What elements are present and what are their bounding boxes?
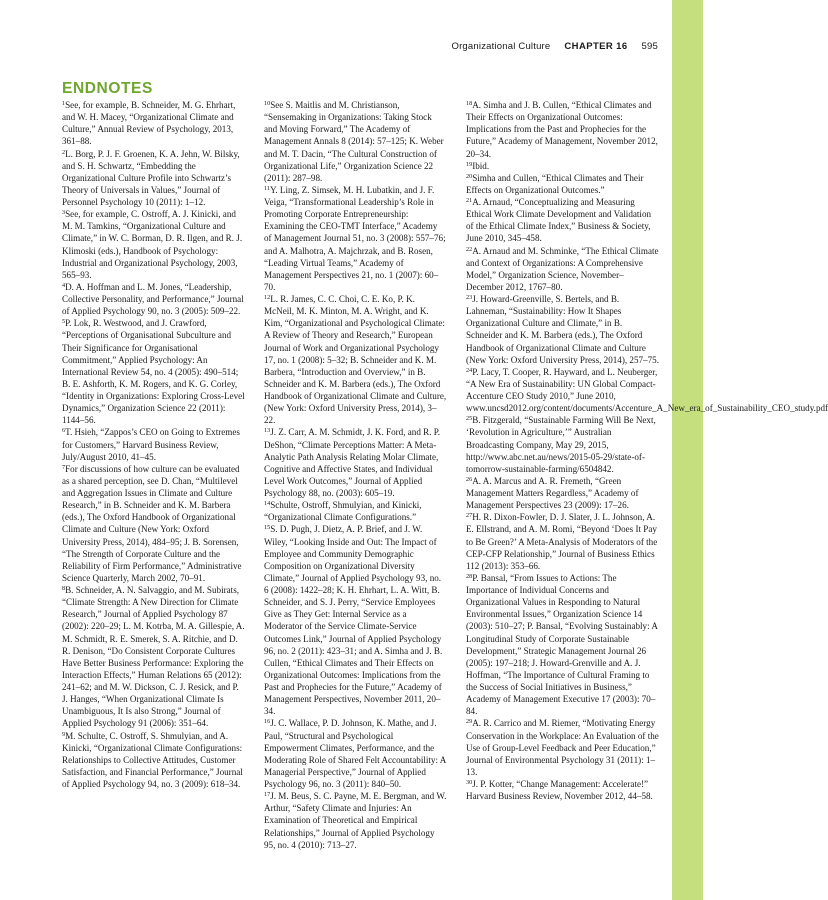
endnote-number: 9 — [62, 730, 66, 738]
endnote — [264, 499, 447, 523]
endnote-number: 17 — [264, 791, 271, 799]
endnotes-columns — [62, 99, 828, 851]
endnote — [466, 475, 660, 511]
endnote-text: Y. Ling, Z. Simsek, M. H. Lubatkin, and J. F. Veiga, “Transformational Leadership’s Role in Promoting Corporate Entrepreneurship: Examining the CEO-TMT Interface,” Academy of Management Journal 51, no. 3 (2008): 557–76; and A. Malhotra, A. Majchrzak, and B. Rosen, “Leading Virtual Teams,” Academy of Management Perspectives 21, no. 1 (2007): 60–70. — [264, 184, 446, 292]
endnote-number: 27 — [466, 512, 473, 520]
chapter-side-tab — [672, 0, 703, 900]
endnote-number: 8 — [62, 585, 66, 592]
running-head-chapter: CHAPTER 16 — [564, 41, 628, 52]
endnote-text: D. A. Hoffman and L. M. Jones, “Leadership, Collective Personality, and Performance,” Journal of Applied Psychology 90, no. 3 (2005): 509–22. — [62, 281, 244, 317]
endnote-text: L. Borg, P. J. F. Groenen, K. A. Jehn, W. Bilsky, and S. H. Schwartz, “Embedding the Organizational Culture Profile into Schwartz’s Theory of Universals in Values,” Journal of Personnel Psychology 10 (2011): 1–12. — [62, 148, 240, 207]
endnotes-column-3 — [466, 99, 828, 851]
endnote — [466, 717, 660, 778]
endnote-text: J. C. Wallace, P. D. Johnson, K. Mathe, and J. Paul, “Structural and Psychological Empowerment Climates, Performance, and the Moderating Role of Shared Felt Accountability: A Managerial Perspective,” Journal of Applied Psychology 96, no. 3 (2011): 840–50. — [264, 718, 446, 789]
endnote-text: P. Bansal, “From Issues to Actions: The Importance of Individual Concerns and Organizational Values in Responding to Natural Environmental Issues,” Organization Science 14 (2003): 510–27; P. Bansal, “Evolving Sustainably: A Longitudinal Study of Corporate Sustainable Development,” Strategic Management Journal 26 (2005): 197–218; J. Howard-Grenville and A. J. Hoffman, “The Importance of Cultural Framing to the Success of Social Initiatives in Business,” Academy of Management Executive 17 (2003): 70–84. — [466, 572, 658, 717]
endnote-number: 25 — [466, 415, 473, 423]
endnote-number: 6 — [62, 427, 66, 435]
endnote-text: P. Lacy, T. Cooper, R. Hayward, and L. Neuberger, “A New Era of Sustainability: UN Global Compact-Accenture CEO Study 2010,” June 2010, www.uncsd2012.org/content/documents/Accenture_A_New_era_of_Sustainability_CEO_study.pdf — [466, 366, 828, 414]
endnote-text: J. Howard-Greenville, S. Bertels, and B. Lahneman, “Sustainability: How It Shapes Organizational Culture and Climate,” in B. Schneider and K. M. Barbera (eds.), The Oxford Handbook of Organizational Climate and Culture (New York: Oxford University Press, 2014), 257–75. — [466, 294, 659, 365]
endnote — [466, 778, 660, 802]
endnote-text: L. R. James, C. C. Choi, C. E. Ko, P. K. McNeil, M. K. Minton, M. A. Wright, and K. Kim, “Organizational and Psychological Climate: A Review of Theory and Research,” European Journal of Work and Organizational Psychology 17, no. 1 (2008): 5–32; B. Schneider and K. M. Barbera, “Introduction and Overview,” in B. Schneider and K. M. Barbera (eds.), The Oxford Handbook of Organizational Climate and Culture, (New York: Oxford University Press, 2014), 3–22. — [264, 294, 447, 426]
endnote-number: 11 — [264, 184, 270, 192]
endnote-text: A. A. Marcus and A. R. Fremeth, “Green Management Matters Regardless,” Academy of Management Perspectives 23 (2009): 17–26. — [466, 475, 639, 511]
endnote-number: 10 — [264, 100, 271, 107]
endnote — [62, 99, 245, 148]
endnote-number: 29 — [466, 718, 473, 726]
endnote-number: 28 — [466, 572, 473, 580]
endnote-number: 1 — [62, 100, 66, 107]
endnote-text: A. Arnaud and M. Schminke, “The Ethical Climate and Context of Organizations: A Comprehensive Model,” Organization Science, November–December 2012, 1767–80. — [466, 245, 659, 292]
endnote-text: H. R. Dixon-Fowler, D. J. Slater, J. L. Johnson, A. E. Ellstrand, and A. M. Romi, “Beyond ‘Does It Pay to Be Green?’ A Meta-Analysis of Moderators of the CEP-CFP Relationship,” Journal of Business Ethics 112 (2013): 353–66. — [466, 512, 658, 571]
endnote — [62, 317, 245, 426]
endnote-number: 14 — [264, 500, 271, 508]
endnote — [62, 208, 245, 281]
endnote-text: A. Arnaud, “Conceptualizing and Measuring Ethical Work Climate Development and Validation of the Ethical Climate Index,” Business & Society, June 2010, 345–458. — [466, 197, 652, 244]
endnote — [466, 196, 660, 245]
endnote — [62, 281, 245, 317]
endnote-text: Ibid. — [472, 160, 490, 171]
endnote-number: 18 — [466, 100, 473, 107]
endnote-number: 22 — [466, 245, 473, 253]
endnote-text: J. Z. Carr, A. M. Schmidt, J. K. Ford, and R. P. DeShon, “Climate Perceptions Matter: A Meta-Analytic Path Analysis Relating Molar Climate, Cognitive and Affective States, and Individual Level Work Outcomes,” Journal of Applied Psychology 88, no. (2003): 605–19. — [264, 427, 441, 498]
endnote — [466, 172, 660, 196]
endnote-text: T. Hsieh, “Zappos’s CEO on Going to Extremes for Customers,” Harvard Business Review, July/August 2010, 41–45. — [62, 427, 240, 462]
endnote-text: B. Fitzgerald, “Sustainable Farming Will Be Next, ‘Revolution in Agriculture,’” Australian Broadcasting Company, May 29, 2015, http://www.abc.net.au/news/2015-05-29/state-of-tomorrow-sustainable-farming/6504842. — [466, 415, 656, 474]
endnote — [466, 99, 660, 160]
endnote — [466, 293, 660, 366]
endnote-number: 19 — [466, 160, 473, 168]
endnotes-column-2 — [264, 99, 447, 851]
endnote-text: See, for example, C. Ostroff, A. J. Kinicki, and M. M. Tamkins, “Organizational Culture and Climate,” in W. C. Borman, D. R. Ilgen, and R. J. Klimoski (eds.), Handbook of Psychology: Industrial and Organizational Psychology, 2003, 565–93. — [62, 209, 243, 280]
endnote-text: S. D. Pugh, J. Dietz, A. P. Brief, and J. W. Wiley, “Looking Inside and Out: The Impact of Employee and Community Demographic Composition on Organizational Diversity Climate,” Journal of Applied Psychology 93, no. 6 (2008): 1422–28; K. H. Ehrhart, L. A. Witt, B. Schneider, and S. J. Perry, “Service Employees Give as They Get: Internal Service as a Moderator of the Service Climate-Service Outcomes Link,” Journal of Applied Psychology 96, no. 2 (2011): 423–31; and A. Simha and J. B. Cullen, “Ethical Climates and Their Effects on Organizational Outcomes: Implications from the Past and Prophecies for the Future,” Academy of Management Perspectives, November 2011, 20–34. — [264, 524, 443, 717]
endnote — [466, 511, 660, 572]
endnote-number: 23 — [466, 294, 473, 301]
endnote-number: 30 — [466, 779, 473, 786]
endnote-text: For discussions of how culture can be evaluated as a shared perception, see D. Chan, “Multilevel and Aggregation Issues in Climate and Culture Research,” in B. Schneider and K. M. Barbera (eds.), The Oxford Handbook of Organizational Climate and Culture (New York: Oxford University Press, 2014), 484–95; J. B. Sorensen, “The Strength of Corporate Culture and the Reliability of Firm Performance,” Administrative Science Quarterly, March 2002, 70–91. — [62, 463, 242, 583]
endnote-number: 21 — [466, 197, 473, 204]
endnote-number: 7 — [62, 463, 66, 471]
endnote-number: 3 — [62, 209, 66, 217]
endnote — [62, 463, 245, 584]
endnote-text: P. Lok, R. Westwood, and J. Crawford, “Perceptions of Organisational Subculture and Their Significance for Organisational Commitment,” Applied Psychology: An International Review 54, no. 4 (2005): 490–514; B. E. Ashforth, K. M. Rogers, and K. G. Corley, “Identity in Organizations: Exploring Cross-Level Dynamics,” Organization Science 22 (2011): 1144–56. — [62, 318, 245, 426]
endnote-number: 16 — [264, 718, 271, 726]
endnote-text: See S. Maitlis and M. Christianson, “Sensemaking in Organizations: Taking Stock and Moving Forward,” The Academy of Management Annals 8 (2014): 57–125; K. Weber and M. T. Dacin, “The Cultural Construction of Organizational Life,” Organization Science 22 (2011): 287–98. — [264, 100, 444, 183]
endnote-text: Schulte, Ostroff, Shmulyian, and Kinicki, “Organizational Climate Configurations.” — [264, 500, 422, 523]
endnote — [466, 366, 828, 415]
endnote — [466, 245, 660, 294]
endnote — [466, 572, 660, 718]
endnote — [264, 293, 447, 426]
endnote-number: 20 — [466, 172, 473, 180]
endnotes-column-1 — [62, 99, 245, 851]
page-number: 595 — [641, 41, 658, 52]
endnote — [264, 99, 447, 184]
endnote — [264, 717, 447, 790]
endnote-number: 24 — [466, 366, 473, 374]
endnote-text: A. R. Carrico and M. Riemer, “Motivating Energy Conservation in the Workplace: An Evaluation of the Use of Group-Level Feedback and Peer Education,” Journal of Environmental Psychology 31 (2011): 1–13. — [466, 718, 659, 777]
endnote — [62, 426, 245, 462]
endnote — [264, 184, 447, 293]
endnote — [62, 730, 245, 791]
endnote-number: 2 — [62, 148, 66, 156]
endnote — [264, 790, 447, 851]
endnote — [264, 426, 447, 499]
endnote — [466, 160, 660, 172]
endnote-text: See, for example, B. Schneider, M. G. Ehrhart, and W. H. Macey, “Organizational Climate and Culture,” Annual Review of Psychology, 2013, 361–88. — [62, 100, 236, 147]
endnote-text: Simha and Cullen, “Ethical Climates and Their Effects on Organizational Outcomes.” — [466, 172, 644, 195]
running-head-title: Organizational Culture — [451, 41, 551, 52]
running-head — [451, 41, 658, 52]
endnote-number: 13 — [264, 427, 271, 435]
endnote — [62, 584, 245, 730]
endnote-number: 15 — [264, 524, 271, 532]
endnote-text: A. Simha and J. B. Cullen, “Ethical Climates and Their Effects on Organizational Outcomes: Implications from the Past and Prophecies for the Future,” Academy of Management, November 2012, 20–34. — [466, 100, 658, 159]
endnote-text: B. Schneider, A. N. Salvaggio, and M. Subirats, “Climate Strength: A New Direction for Climate Research,” Journal of Applied Psychology 87 (2002): 220–29; L. M. Kotrba, M. A. Gillespie, A. M. Schmidt, R. E. Smerek, S. A. Ritchie, and D. R. Denison, “Do Consistent Corporate Cultures Have Better Business Performance: Exploring the Interaction Effects,” Human Relations 65 (2012): 241–62; and M. W. Dickson, C. J. Resick, and P. J. Hanges, “When Organizational Climate Is Unambiguous, It Is also Strong,” Journal of Applied Psychology 91 (2006): 351–64. — [62, 585, 245, 729]
endnote-number: 12 — [264, 294, 271, 301]
endnote — [264, 523, 447, 717]
endnote — [466, 414, 660, 475]
endnotes-heading: ENDNOTES — [62, 80, 153, 97]
endnote-number: 4 — [62, 281, 66, 289]
endnote-text: M. Schulte, C. Ostroff, S. Shmulyian, and A. Kinicki, “Organizational Climate Configurations: Relationships to Collective Attitudes, Customer Satisfaction, and Financial Performance,” Journal of Applied Psychology 94, no. 3 (2009): 618–34. — [62, 730, 243, 789]
endnote-text: J. M. Beus, S. C. Payne, M. E. Bergman, and W. Arthur, “Safety Climate and Injuries: An Examination of Theoretical and Empirical Relationships,” Journal of Applied Psychology 95, no. 4 (2010): 713–27. — [264, 791, 447, 850]
endnote-number: 5 — [62, 318, 66, 326]
endnote-number: 26 — [466, 475, 473, 483]
endnote — [62, 148, 245, 209]
endnote-text: J. P. Kotter, “Change Management: Accelerate!” Harvard Business Review, November 2012, 44–58. — [466, 779, 653, 802]
